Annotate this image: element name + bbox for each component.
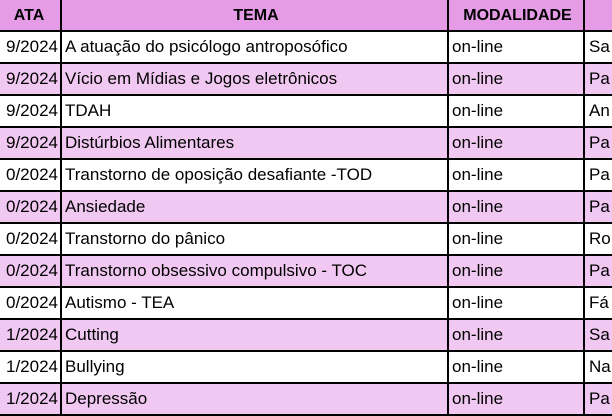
cell-date[interactable]: 0/2024 (0, 288, 62, 320)
cell-mode[interactable]: on-line (449, 32, 585, 64)
cell-date[interactable]: 9/2024 (0, 64, 62, 96)
cell-mode[interactable]: on-line (449, 352, 585, 384)
cell-topic[interactable]: Vício em Mídias e Jogos eletrônicos (62, 64, 449, 96)
header-mode[interactable]: MODALIDADE (449, 0, 585, 32)
cell-topic[interactable]: Ansiedade (62, 192, 449, 224)
cell-name[interactable]: Fá (585, 288, 612, 320)
cell-mode[interactable]: on-line (449, 96, 585, 128)
cell-date[interactable]: 1/2024 (0, 384, 62, 416)
table-row (0, 128, 612, 160)
header-date[interactable]: ATA (0, 0, 62, 32)
cell-topic[interactable]: Autismo - TEA (62, 288, 449, 320)
cell-topic[interactable]: Transtorno de oposição desafiante -TOD (62, 160, 449, 192)
header-row (0, 0, 612, 32)
table-row (0, 160, 612, 192)
header-topic[interactable]: TEMA (62, 0, 449, 32)
table-row (0, 224, 612, 256)
cell-topic[interactable]: Transtorno obsessivo compulsivo - TOC (62, 256, 449, 288)
table-row (0, 64, 612, 96)
cell-name[interactable]: Pa (585, 160, 612, 192)
cell-date[interactable]: 9/2024 (0, 32, 62, 64)
cell-name[interactable]: An (585, 96, 612, 128)
cell-topic[interactable]: Bullying (62, 352, 449, 384)
cell-date[interactable]: 0/2024 (0, 160, 62, 192)
cell-name[interactable]: Sa (585, 320, 612, 352)
cell-mode[interactable]: on-line (449, 288, 585, 320)
cell-mode[interactable]: on-line (449, 320, 585, 352)
table-row (0, 192, 612, 224)
cell-topic[interactable]: A atuação do psicólogo antroposófico (62, 32, 449, 64)
cell-mode[interactable]: on-line (449, 160, 585, 192)
header-name[interactable] (585, 0, 612, 32)
cell-date[interactable]: 9/2024 (0, 128, 62, 160)
cell-mode[interactable]: on-line (449, 384, 585, 416)
cell-mode[interactable]: on-line (449, 256, 585, 288)
cell-name[interactable]: Ro (585, 224, 612, 256)
cell-date[interactable]: 0/2024 (0, 224, 62, 256)
table-row (0, 288, 612, 320)
cell-name[interactable]: Na (585, 352, 612, 384)
cell-mode[interactable]: on-line (449, 192, 585, 224)
cell-mode[interactable]: on-line (449, 64, 585, 96)
table-row (0, 320, 612, 352)
cell-topic[interactable]: Cutting (62, 320, 449, 352)
table-row (0, 96, 612, 128)
cell-date[interactable]: 1/2024 (0, 352, 62, 384)
cell-name[interactable]: Pa (585, 192, 612, 224)
cell-mode[interactable]: on-line (449, 224, 585, 256)
table-row (0, 32, 612, 64)
cell-topic[interactable]: Transtorno do pânico (62, 224, 449, 256)
table-row (0, 384, 612, 416)
cell-name[interactable]: Pa (585, 384, 612, 416)
cell-date[interactable]: 0/2024 (0, 192, 62, 224)
cell-date[interactable]: 9/2024 (0, 96, 62, 128)
cell-name[interactable]: Pa (585, 256, 612, 288)
cell-topic[interactable]: Depressão (62, 384, 449, 416)
cell-topic[interactable]: Distúrbios Alimentares (62, 128, 449, 160)
cell-name[interactable]: Pa (585, 128, 612, 160)
table-row (0, 256, 612, 288)
cell-topic[interactable]: TDAH (62, 96, 449, 128)
cell-date[interactable]: 1/2024 (0, 320, 62, 352)
cell-name[interactable]: Sa (585, 32, 612, 64)
cell-mode[interactable]: on-line (449, 128, 585, 160)
cell-date[interactable]: 0/2024 (0, 256, 62, 288)
table-row (0, 352, 612, 384)
cell-name[interactable]: Pa (585, 64, 612, 96)
